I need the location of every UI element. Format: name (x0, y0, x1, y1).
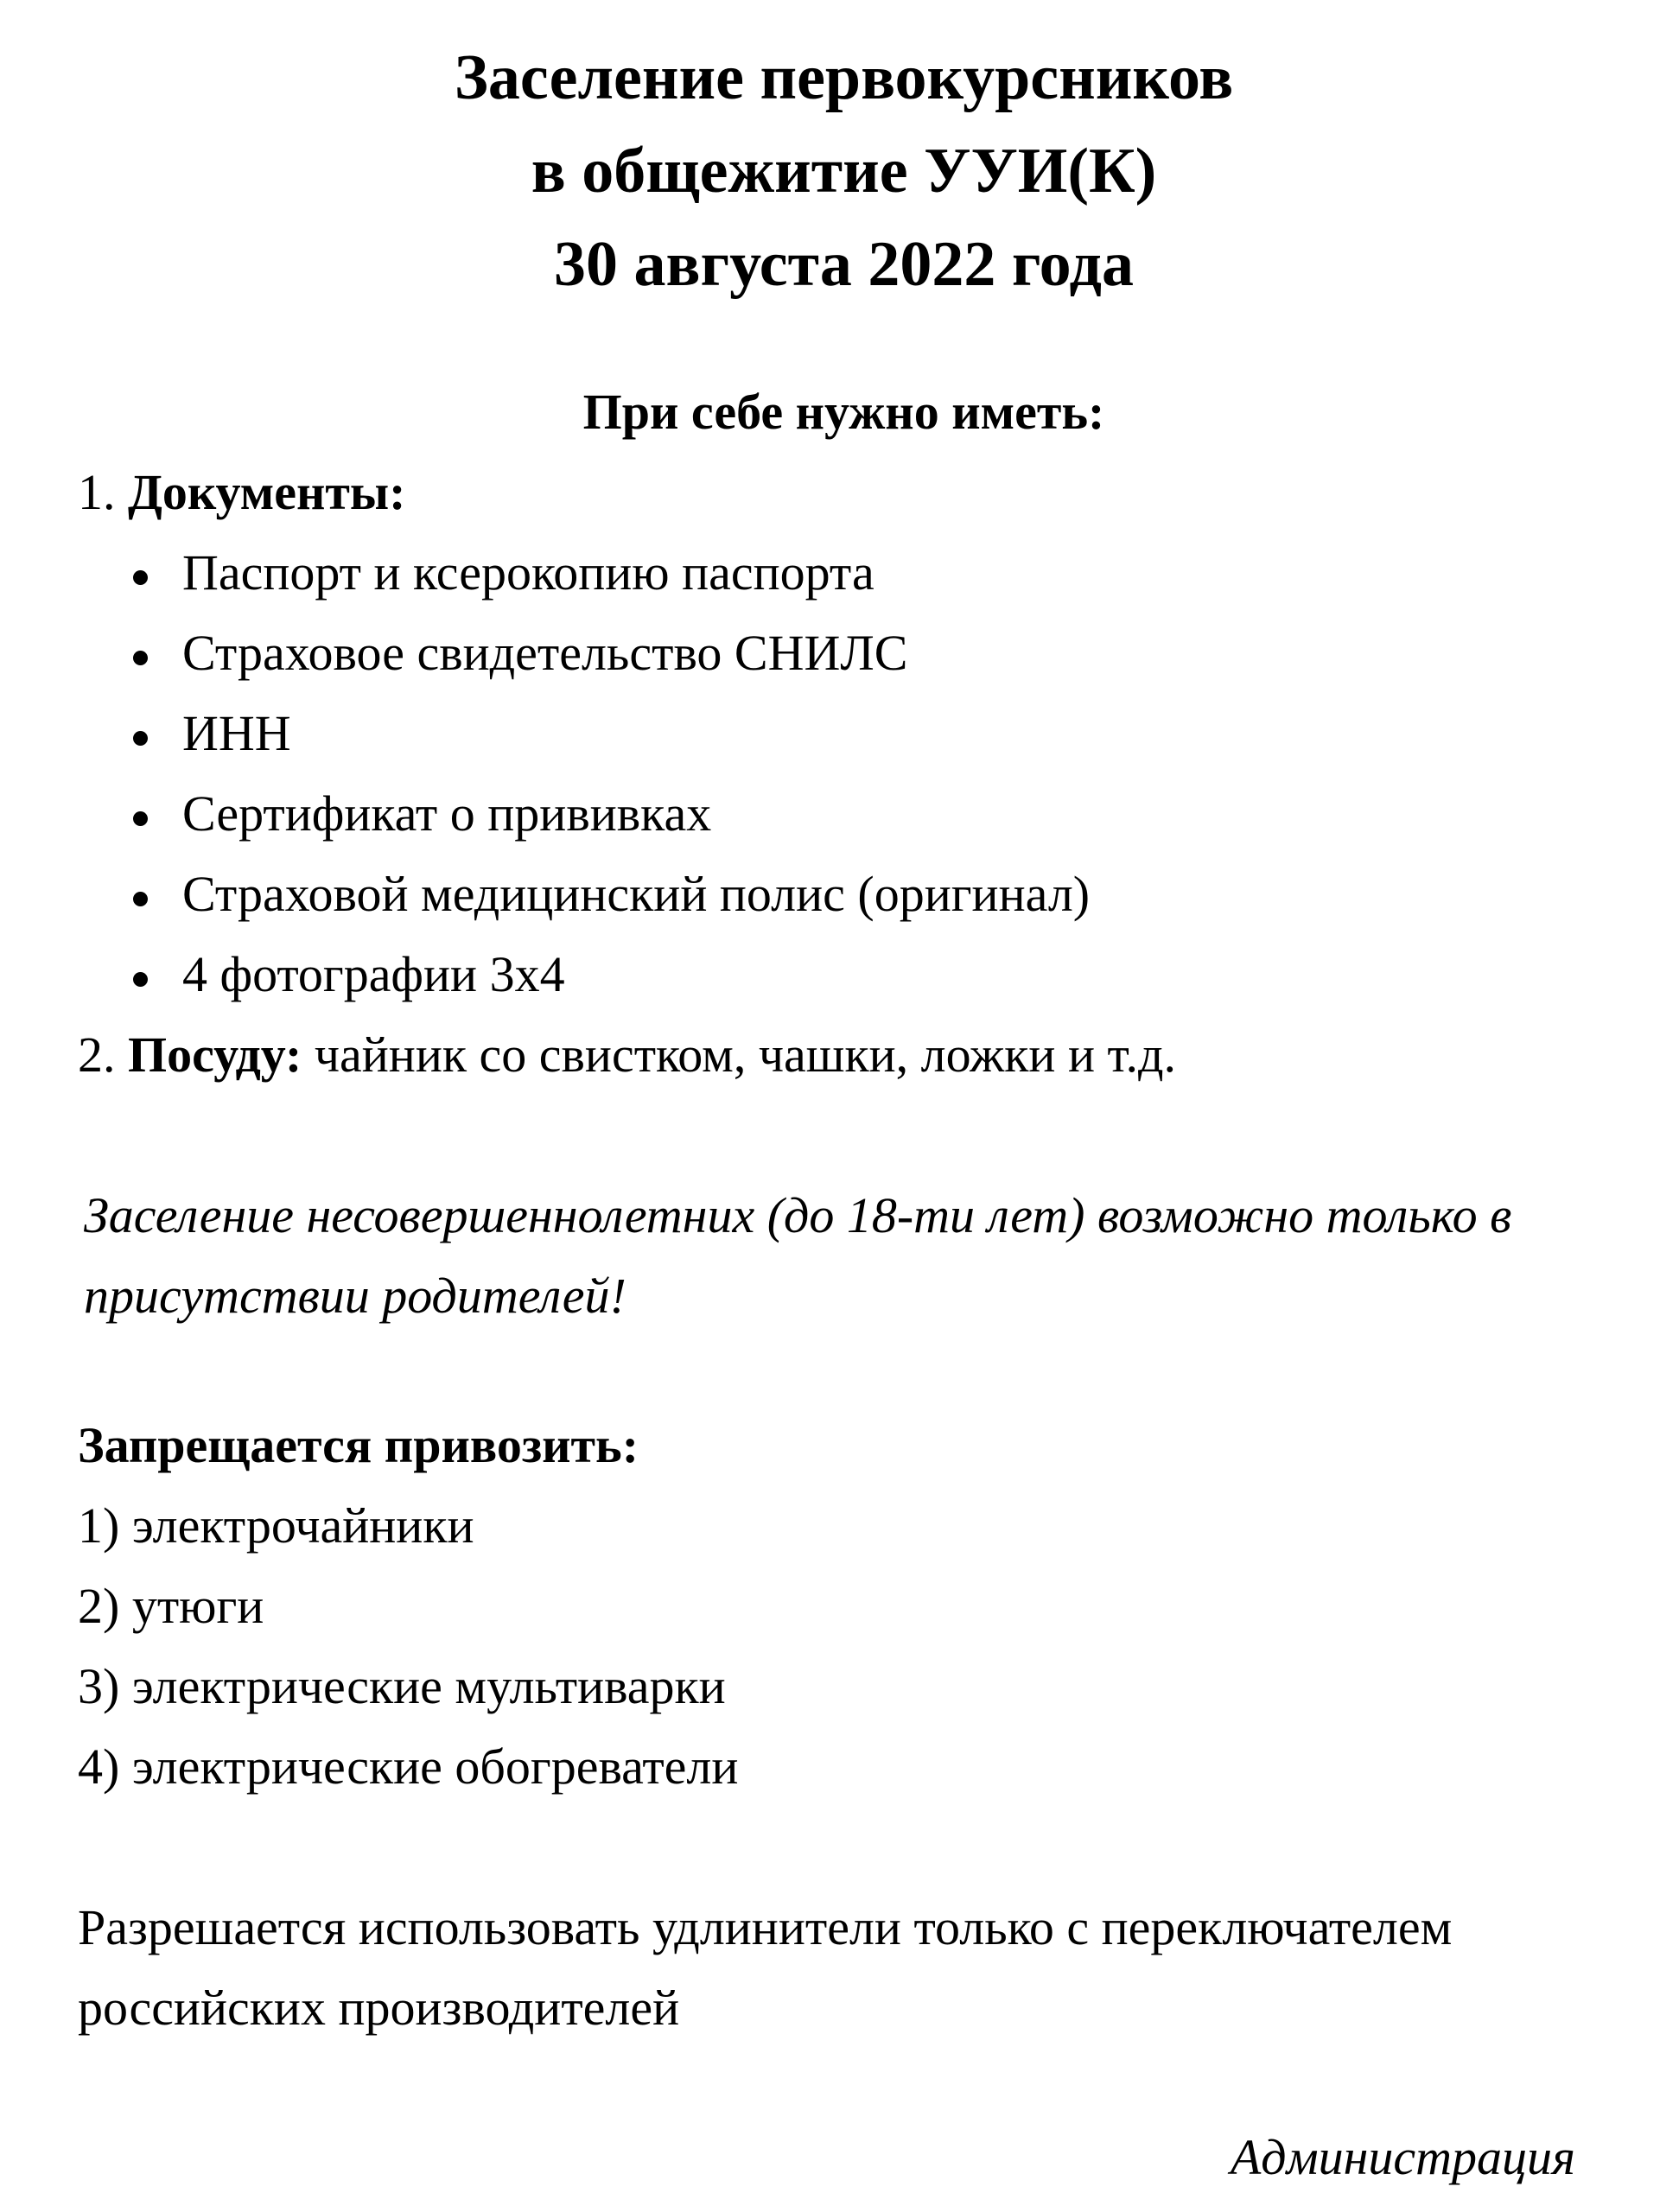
bullet-text: Страховой медицинский полис (оригинал) (182, 866, 1091, 922)
list-item-dishes (78, 1014, 1610, 1095)
minors-note: Заселение несовершеннолетних (до 18-ти лет) возможно только в присутствии родителей! (84, 1187, 1512, 1324)
bring-heading: При себе нужно иметь: (582, 384, 1105, 440)
title-line: в общежитие УУИ(К) (531, 136, 1157, 207)
bullet-text: 4 фотографии 3х4 (182, 946, 565, 1002)
bullet-item (78, 613, 1610, 693)
bullet-text: Страховое свидетельство СНИЛС (182, 625, 908, 681)
extension-note: Разрешается использовать удлинители только с переключателем российских производителей (78, 1899, 1453, 2036)
prohibited-list (78, 1485, 1610, 1807)
bullet-icon (133, 811, 148, 826)
prohibited-heading: Запрещается привозить: (78, 1417, 639, 1473)
document-title (78, 31, 1610, 311)
bullet-icon (133, 731, 148, 746)
title-line: Заселение первокурсников (454, 42, 1234, 113)
bullet-item (78, 693, 1610, 773)
item-label: Посуду: (128, 1027, 302, 1083)
prohibited-item: 3) электрические мультиварки (78, 1658, 726, 1714)
bullet-text: ИНН (182, 705, 291, 761)
item-number: 1. (78, 464, 116, 520)
documents-bullet-list (78, 532, 1610, 1014)
bullet-text: Сертификат о прививках (182, 785, 712, 842)
prohibited-item: 2) утюги (78, 1578, 264, 1634)
bullet-item (78, 854, 1610, 934)
title-line: 30 августа 2022 года (554, 229, 1134, 300)
signature: Администрация (1230, 2129, 1575, 2185)
prohibited-item: 1) электрочайники (78, 1497, 474, 1554)
bullet-item (78, 934, 1610, 1014)
bullet-item (78, 773, 1610, 854)
item-number: 2. (78, 1027, 116, 1083)
bullet-item (78, 532, 1610, 613)
bullet-icon (133, 892, 148, 906)
bullet-icon (133, 972, 148, 987)
bullet-text: Паспорт и ксерокопию паспорта (182, 544, 874, 601)
bullet-icon (133, 570, 148, 585)
bullet-icon (133, 651, 148, 665)
item-text: чайник со свистком, чашки, ложки и т.д. (314, 1027, 1177, 1083)
list-item-documents (78, 452, 1610, 532)
item-label: Документы: (128, 464, 406, 520)
prohibited-item: 4) электрические обогреватели (78, 1738, 739, 1795)
